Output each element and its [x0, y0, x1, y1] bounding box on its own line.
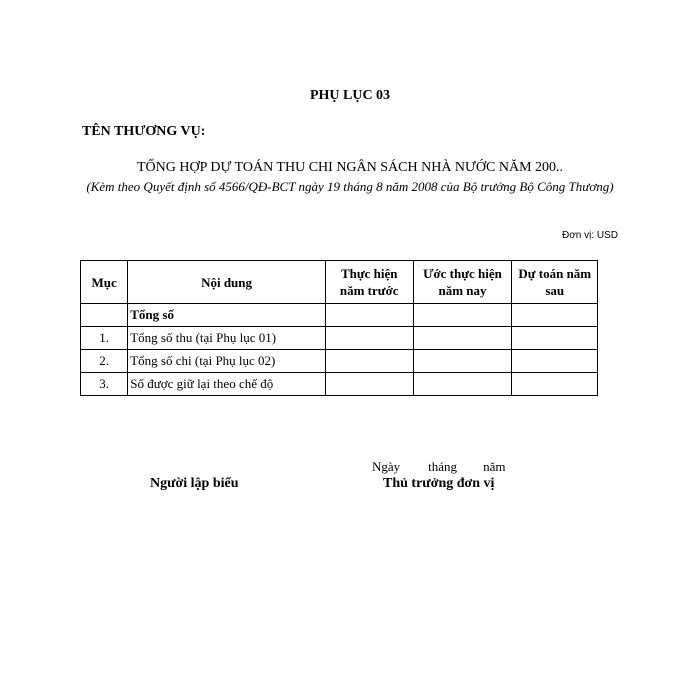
table-header-row — [81, 261, 598, 304]
row-muc — [81, 304, 128, 327]
currency-unit: Đơn vị: USD — [561, 230, 618, 241]
row-value-cell — [512, 373, 598, 396]
header-thuc-hien-nam-truoc: Thực hiện năm trước — [325, 261, 413, 304]
row-value-cell — [413, 304, 512, 327]
preparer-signature-label: Người lập biểu — [150, 476, 239, 491]
row-value-cell — [413, 373, 512, 396]
budget-table — [80, 260, 598, 396]
row-muc: 1. — [81, 327, 128, 350]
row-noi-dung: Tổng số — [128, 304, 326, 327]
row-value-cell — [325, 327, 413, 350]
date-day-label: Ngày — [372, 459, 401, 474]
row-value-cell — [325, 304, 413, 327]
row-value-cell — [413, 350, 512, 373]
head-of-unit-signature-label: Thủ trưởng đơn vị — [383, 476, 495, 491]
row-value-cell — [325, 350, 413, 373]
appendix-title: PHỤ LỤC 03 — [309, 88, 391, 103]
row-value-cell — [325, 373, 413, 396]
header-noi-dung: Nội dung — [128, 261, 326, 304]
row-noi-dung: Tổng số thu (tại Phụ lục 01) — [128, 327, 326, 350]
row-value-cell — [413, 327, 512, 350]
header-uoc-thuc-hien-nam-nay: Ước thực hiện năm nay — [413, 261, 512, 304]
table-row — [81, 350, 598, 373]
row-value-cell — [512, 327, 598, 350]
row-muc: 3. — [81, 373, 128, 396]
row-value-cell — [512, 350, 598, 373]
date-year-label: năm — [483, 459, 506, 474]
main-title: TỔNG HỢP DỰ TOÁN THU CHI NGÂN SÁCH NHÀ NƯỚC NĂM 200.. — [136, 160, 564, 175]
row-value-cell — [512, 304, 598, 327]
header-du-toan-nam-sau: Dự toán năm sau — [512, 261, 598, 304]
row-noi-dung: Tổng số chi (tại Phụ lục 02) — [128, 350, 326, 373]
date-month-label: tháng — [428, 459, 458, 474]
date-line — [372, 459, 505, 475]
subtitle: (Kèm theo Quyết định số 4566/QĐ-BCT ngày 19 tháng 8 năm 2008 của Bộ trưởng Bộ Công Thương) — [86, 179, 614, 194]
table-row — [81, 373, 598, 396]
row-noi-dung: Số được giữ lại theo chế độ — [128, 373, 326, 396]
header-muc: Mục — [81, 261, 128, 304]
unit-name-label: TÊN THƯƠNG VỤ: — [82, 124, 206, 139]
row-muc: 2. — [81, 350, 128, 373]
table-row — [81, 304, 598, 327]
table-row — [81, 327, 598, 350]
